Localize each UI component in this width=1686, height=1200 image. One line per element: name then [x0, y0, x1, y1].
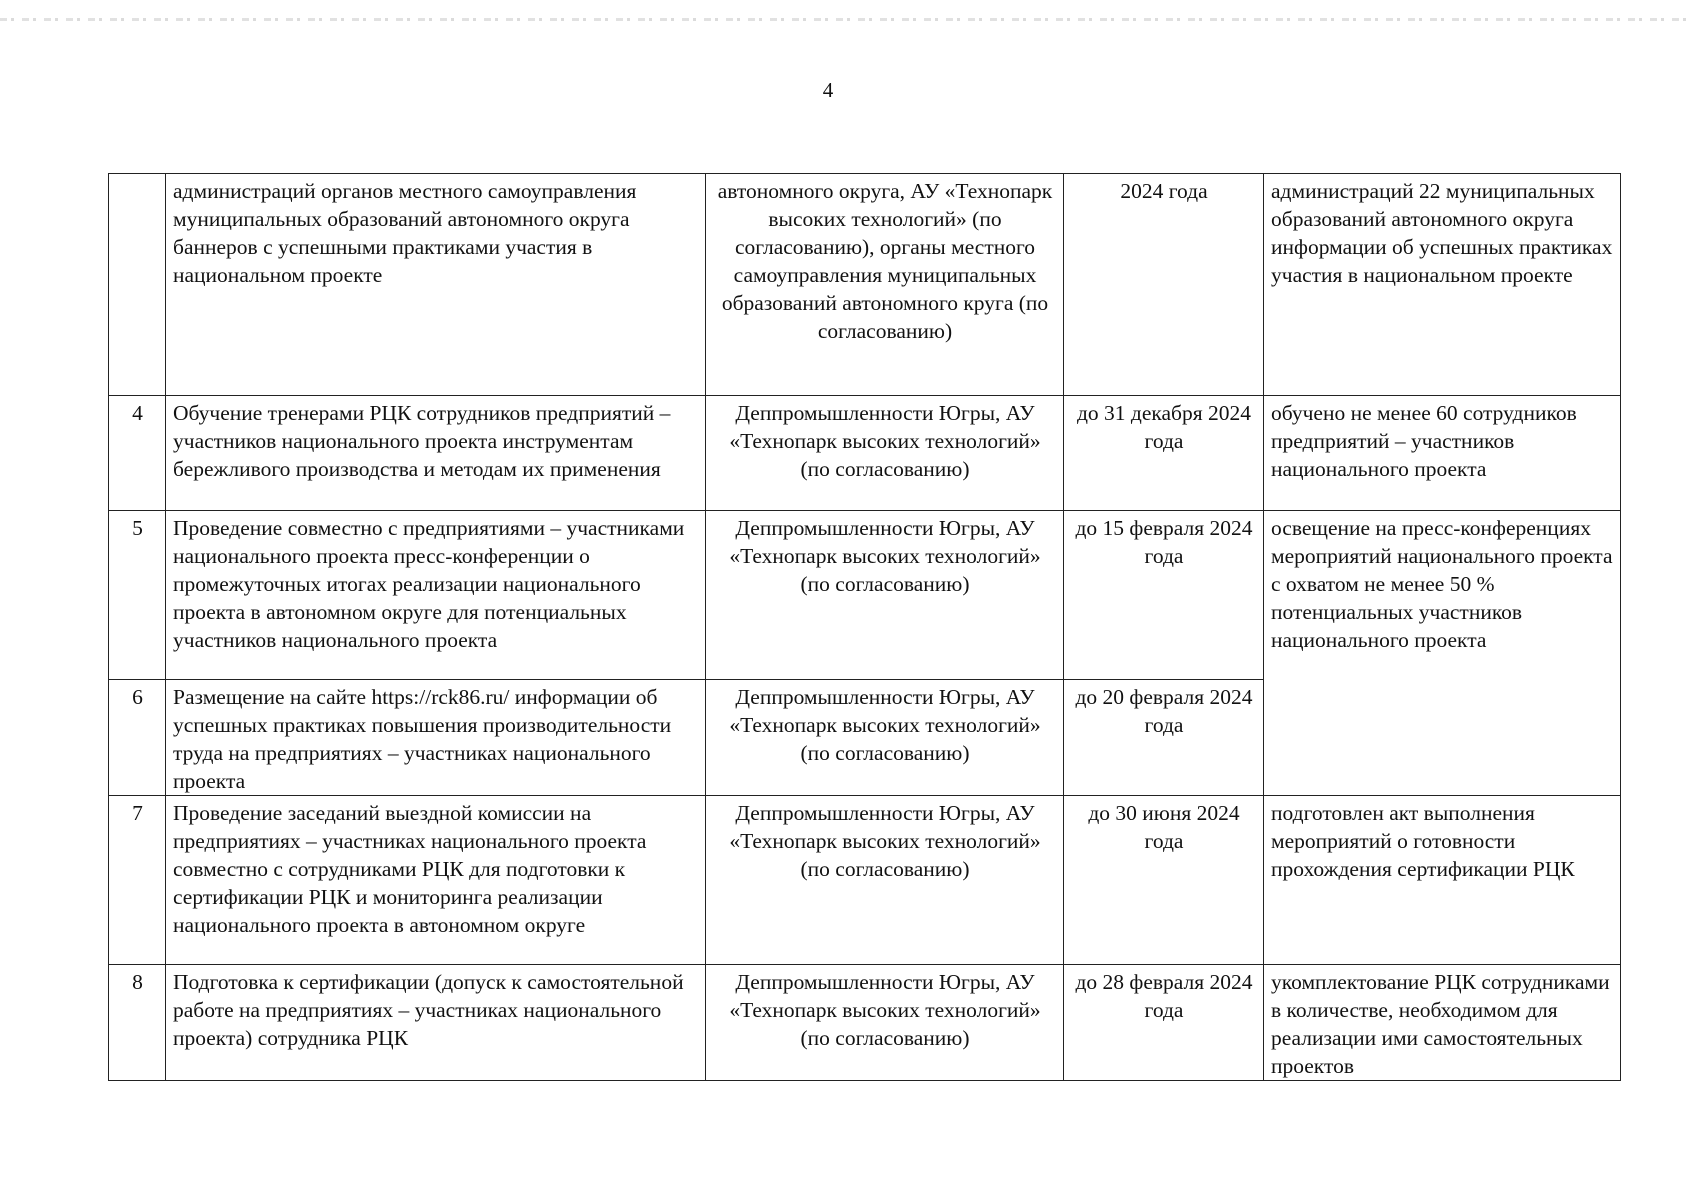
row-number: 4 [109, 396, 166, 511]
deadline-cell: до 30 июня 2024 года [1064, 796, 1264, 965]
executors-cell: Деппромышленности Югры, АУ «Технопарк высоких технологий» (по согласованию) [706, 796, 1064, 965]
table-row [109, 965, 1621, 1081]
task-cell: Обучение тренерами РЦК сотрудников предприятий – участников национального проекта инструментам бережливого производства и методам их применения [166, 396, 706, 511]
executors-cell: Деппромышленности Югры, АУ «Технопарк высоких технологий» (по согласованию) [706, 680, 1064, 796]
deadline-cell: до 31 декабря 2024 года [1064, 396, 1264, 511]
executors-cell: Деппромышленности Югры, АУ «Технопарк высоких технологий» (по согласованию) [706, 965, 1064, 1081]
page-number: 4 [822, 78, 834, 102]
executors-cell: Деппромышленности Югры, АУ «Технопарк высоких технологий» (по согласованию) [706, 511, 1064, 680]
action-plan-table [108, 173, 1621, 1081]
row-number: 6 [109, 680, 166, 796]
task-cell: администраций органов местного самоуправления муниципальных образований автономного округа баннеров с успешными практиками участия в национальном проекте [166, 174, 706, 396]
task-cell: Проведение заседаний выездной комиссии на предприятиях – участниках национального проекта совместно с сотрудниками РЦК для подготовки к сертификации РЦК и мониторинга реализации национального проекта в автономном округе [166, 796, 706, 965]
row-number [109, 174, 166, 396]
task-cell: Подготовка к сертификации (допуск к самостоятельной работе на предприятиях – участниках национального проекта) сотрудника РЦК [166, 965, 706, 1081]
deadline-cell: до 15 февраля 2024 года [1064, 511, 1264, 680]
deadline-cell: до 28 февраля 2024 года [1064, 965, 1264, 1081]
deadline-cell: до 20 февраля 2024 года [1064, 680, 1264, 796]
table-row [109, 796, 1621, 965]
table-row [109, 174, 1621, 396]
result-cell: обучено не менее 60 сотрудников предприятий – участников национального проекта [1264, 396, 1621, 511]
result-cell-merged: освещение на пресс-конференциях мероприятий национального проекта с охватом не менее 50 % потенциальных участников национального проекта [1264, 511, 1621, 796]
task-cell: Размещение на сайте https://rck86.ru/ информации об успешных практиках повышения производительности труда на предприятиях – участниках национального проекта [166, 680, 706, 796]
table-row [109, 396, 1621, 511]
result-cell: администраций 22 муниципальных образований автономного округа информации об успешных практиках участия в национальном проекте [1264, 174, 1621, 396]
row-number: 7 [109, 796, 166, 965]
scan-edge-artifact [0, 18, 1686, 21]
deadline-cell: 2024 года [1064, 174, 1264, 396]
row-number: 8 [109, 965, 166, 1081]
executors-cell: Деппромышленности Югры, АУ «Технопарк высоких технологий» (по согласованию) [706, 396, 1064, 511]
executors-cell: автономного округа, АУ «Технопарк высоких технологий» (по согласованию), органы местного самоуправления муниципальных образований автономного круга (по согласованию) [706, 174, 1064, 396]
task-cell: Проведение совместно с предприятиями – участниками национального проекта пресс-конференции о промежуточных итогах реализации национального проекта в автономном округе для потенциальных участников национального проекта [166, 511, 706, 680]
result-cell: подготовлен акт выполнения мероприятий о готовности прохождения сертификации РЦК [1264, 796, 1621, 965]
table-row [109, 511, 1621, 680]
result-cell: укомплектование РЦК сотрудниками в количестве, необходимом для реализации ими самостоятельных проектов [1264, 965, 1621, 1081]
row-number: 5 [109, 511, 166, 680]
